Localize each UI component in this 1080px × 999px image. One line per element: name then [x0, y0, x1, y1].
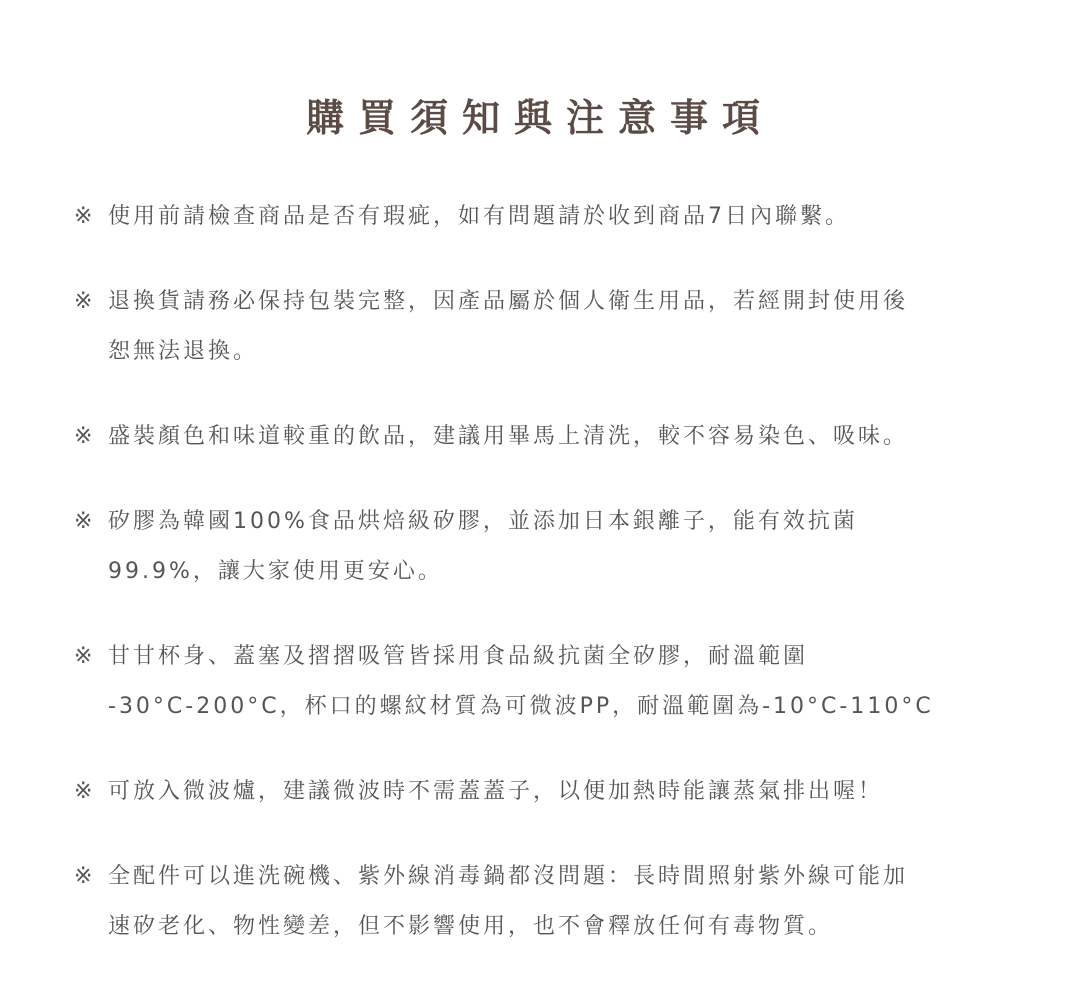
note-text: 全配件可以進洗碗機、紫外線消毒鍋都沒問題：長時間照射紫外線可能加 速矽老化、物性變差，但不影響使用，也不會釋放任何有毒物質。: [108, 864, 909, 939]
reference-mark-icon: ※: [74, 509, 93, 534]
note-item: [74, 412, 1014, 462]
note-item: [74, 632, 1014, 732]
reference-mark-icon: ※: [74, 204, 93, 229]
notes-list: [74, 192, 1014, 987]
note-item: [74, 277, 1014, 377]
note-text: 退換貨請務必保持包裝完整，因產品屬於個人衛生用品，若經開封使用後 恕無法退換。: [108, 289, 909, 364]
note-text: 使用前請檢查商品是否有瑕疵，如有問題請於收到商品7日內聯繫。: [108, 204, 850, 229]
note-text: 甘甘杯身、蓋塞及摺摺吸管皆採用食品級抗菌全矽膠，耐溫範圍 -30°C-200°C，杯口的螺紋材質為可微波PP，耐溫範圍為-10°C-110°C: [108, 644, 934, 719]
note-item: [74, 192, 1014, 242]
note-text: 盛裝顏色和味道較重的飲品，建議用畢馬上清洗，較不容易染色、吸味。: [108, 424, 909, 449]
reference-mark-icon: ※: [74, 779, 93, 804]
reference-mark-icon: ※: [74, 864, 93, 889]
reference-mark-icon: ※: [74, 289, 93, 314]
note-text: 可放入微波爐，建議微波時不需蓋蓋子，以便加熱時能讓蒸氣排出喔！: [108, 779, 884, 804]
note-item: [74, 767, 1014, 817]
page-title: 購買須知與注意事項: [305, 96, 774, 140]
note-item: [74, 852, 1014, 952]
reference-mark-icon: ※: [74, 424, 93, 449]
note-item: [74, 497, 1014, 597]
reference-mark-icon: ※: [74, 644, 93, 669]
note-text: 矽膠為韓國100%食品烘焙級矽膠，並添加日本銀離子，能有效抗菌 99.9%，讓大家使用更安心。: [108, 509, 858, 584]
